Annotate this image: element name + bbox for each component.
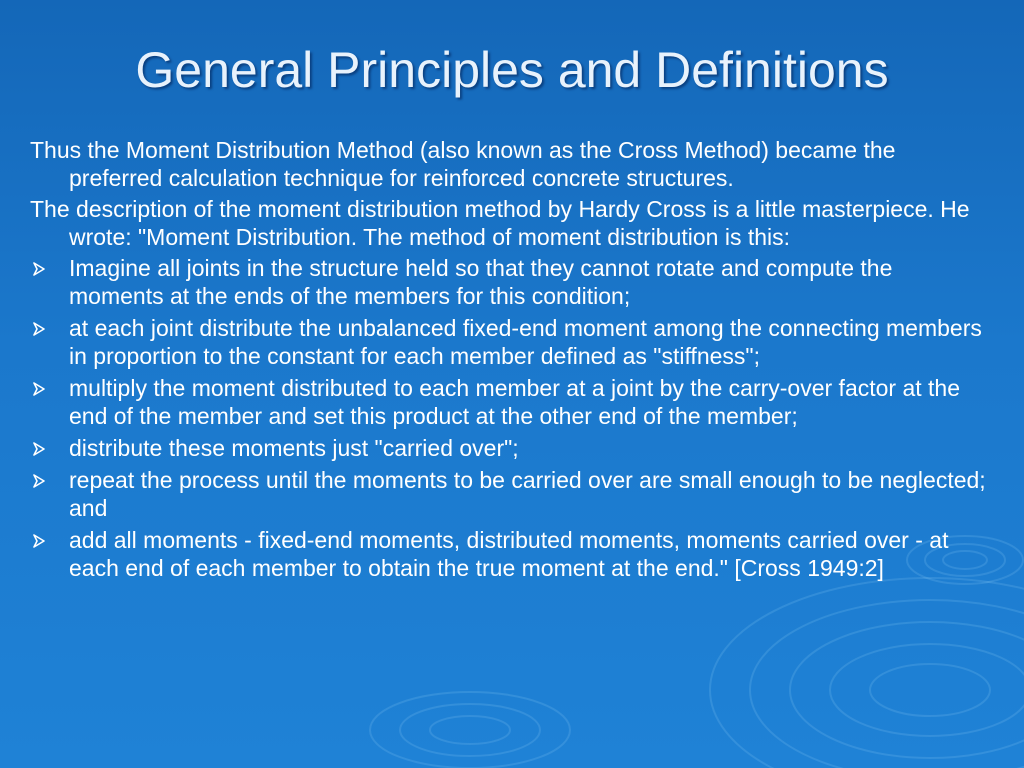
list-item-text: distribute these moments just "carried over"; [69,435,519,461]
intro-paragraph: Thus the Moment Distribution Method (also known as the Cross Method) became the preferred calculation technique for reinforced concrete structures. [30,137,896,191]
list-item-text: repeat the process until the moments to be carried over are small enough to be neglected; and [69,467,986,521]
list-item [30,254,990,310]
list-item [30,374,990,430]
description-paragraph: The description of the moment distribution method by Hardy Cross is a little masterpiece. He wrote: "Moment Distribution. The method of moment distribution is this: [30,196,970,250]
list-item-text: multiply the moment distributed to each member at a joint by the carry-over factor at the end of the member and set this product at the other end of the member; [69,375,961,429]
list-item [30,466,990,522]
list-item [30,526,990,582]
bullet-list [30,254,990,582]
list-item [30,434,990,462]
arrowhead-bullet-icon [32,382,46,396]
list-item-text: Imagine all joints in the structure held so that they cannot rotate and compute the moments at the ends of the members for this condition; [69,255,893,309]
arrowhead-bullet-icon [32,534,46,548]
arrowhead-bullet-icon [32,474,46,488]
slide-body [30,136,990,586]
list-item-text: at each joint distribute the unbalanced fixed-end moment among the connecting members in proportion to the constant for each member defined as "stiffness"; [69,315,982,369]
list-item-text: add all moments - fixed-end moments, distributed moments, moments carried over - at each end of each member to obtain the true moment at the end." [Cross 1949:2] [69,527,949,581]
list-item [30,314,990,370]
slide-title: General Principles and Definitions [135,42,889,98]
arrowhead-bullet-icon [32,442,46,456]
arrowhead-bullet-icon [32,322,46,336]
arrowhead-bullet-icon [32,262,46,276]
